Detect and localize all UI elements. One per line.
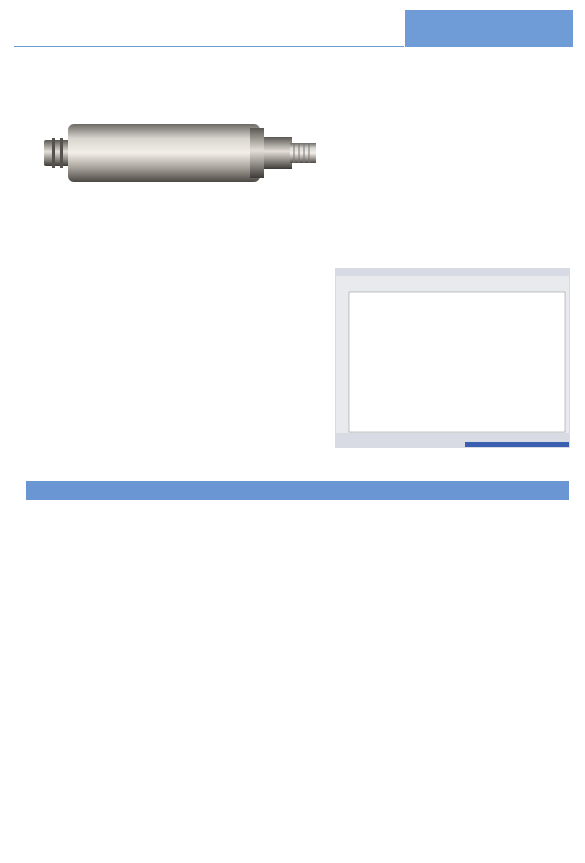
product-photo — [40, 110, 325, 190]
connector-male — [44, 138, 70, 168]
connector-female — [264, 137, 316, 169]
analyzer-screenshot — [335, 268, 570, 448]
spec-rows — [26, 500, 569, 862]
spec-header — [26, 481, 569, 500]
filter-body — [68, 124, 260, 182]
title-underline — [14, 46, 404, 47]
band-badge — [405, 10, 573, 47]
specifications-table — [26, 481, 569, 862]
